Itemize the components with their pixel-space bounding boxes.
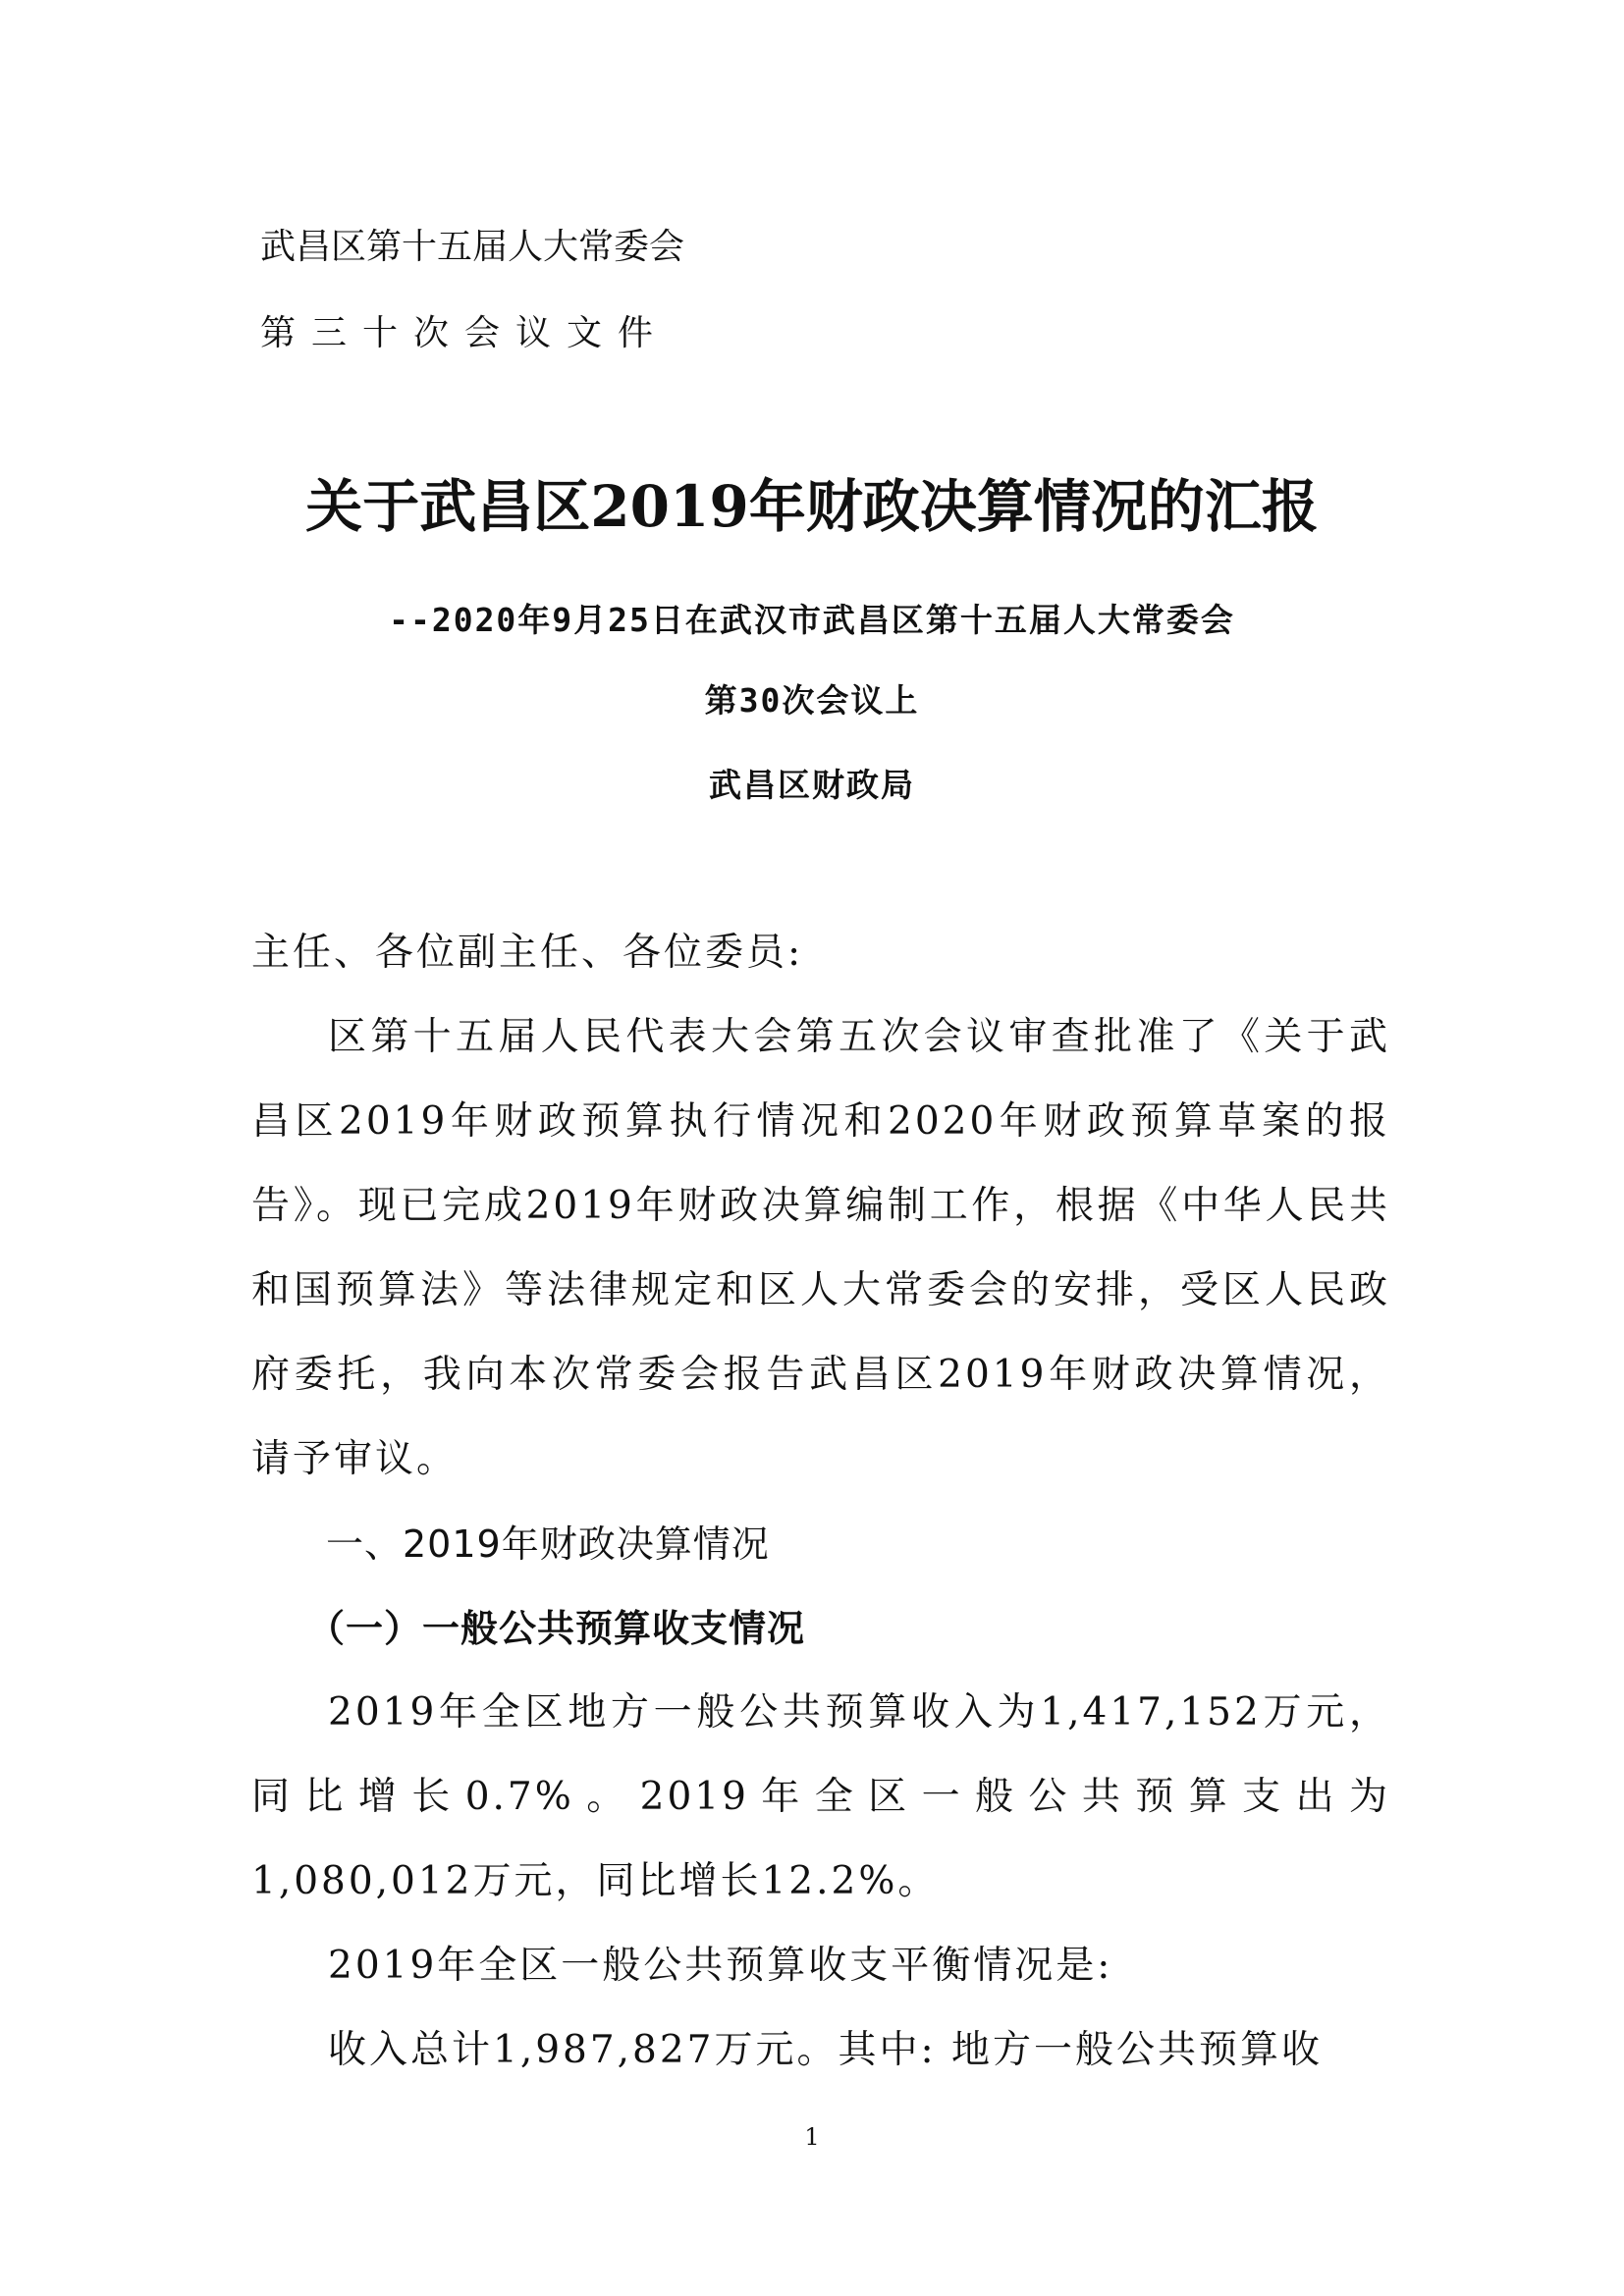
paragraph-intro: 区第十五届人民代表大会第五次会议审查批准了《关于武昌区2019年财政预算执行情况和2020年财政预算草案的报告》。现已完成2019年财政决算编制工作，根据《中华人民共和国预算法》等法律规定和区人大常委会的安排，受区人民政府委托，我向本次常委会报告武昌区2019年财政决算情况，请予审议。 — [251, 1015, 1390, 1481]
subtitle-author: 武昌区财政局 — [709, 766, 915, 804]
document-title: 关于武昌区2019年财政决算情况的汇报 — [305, 473, 1319, 540]
salutation: 主任、各位副主任、各位委员: — [251, 931, 804, 975]
document-body — [251, 911, 1390, 2093]
subtitle-meeting-line: 第30次会议上 — [704, 681, 920, 720]
subtitle-date-line: --2020年9月25日在武汉市武昌区第十五届人大常委会 — [389, 601, 1235, 639]
page-number: 1 — [804, 2123, 820, 2151]
paragraph-balance-intro: 2019年全区一般公共预算收支平衡情况是: — [328, 1944, 1113, 1988]
document-header-line1: 武昌区第十五届人大常委会 — [260, 227, 685, 267]
paragraph-total-income: 收入总计1,987,827万元。其中: 地方一般公共预算收 — [328, 2028, 1324, 2072]
subsection-heading: （一）一般公共预算收支情况 — [307, 1607, 806, 1650]
paragraph-revenue-expenditure: 2019年全区地方一般公共预算收入为1,417,152万元，同比增长0.7%。2019年全区一般公共预算支出为1,080,012万元，同比增长12.2%。 — [251, 1690, 1390, 1903]
section-heading: 一、2019年财政决算情况 — [326, 1522, 770, 1566]
document-header-line2: 第三十次会议文件 — [260, 313, 670, 353]
